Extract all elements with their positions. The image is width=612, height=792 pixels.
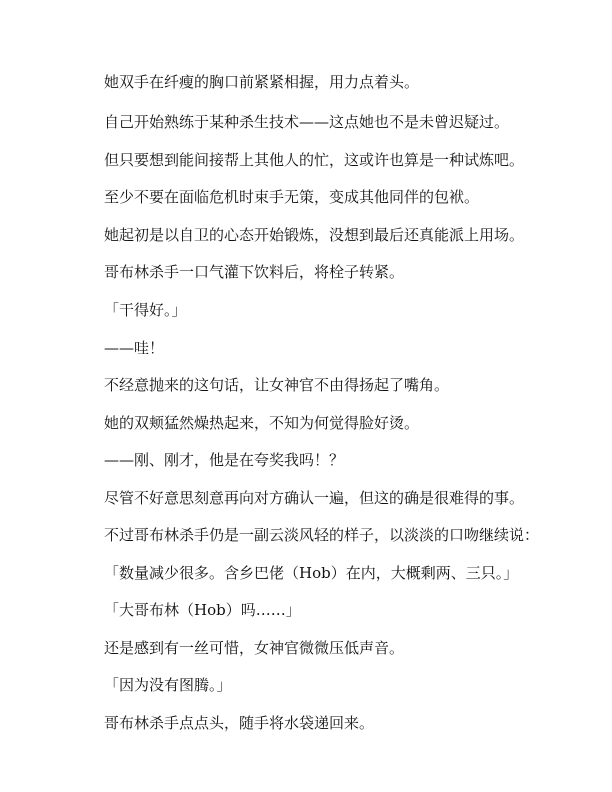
text-line: ——刚、刚才，他是在夸奖我吗！？ [104, 451, 345, 469]
text-line: ——哇！ [104, 339, 165, 357]
dialogue-line: 「数量减少很多。含乡巴佬（Hob）在内，大概剩两、三只。」 [104, 564, 519, 582]
text-line: 但只要想到能间接帮上其他人的忙，这或许也算是一种试炼吧。 [104, 151, 525, 169]
text-line: 还是感到有一丝可惜，女神官微微压低声音。 [104, 639, 405, 657]
text-line: 自己开始熟练于某种杀生技术——这点她也不是未曾迟疑过。 [104, 113, 510, 131]
text-line: 哥布林杀手一口气灌下饮料后，将栓子转紧。 [104, 263, 405, 281]
text-line: 不过哥布林杀手仍是一副云淡风轻的样子，以淡淡的口吻继续说： [104, 526, 540, 544]
text-line: 至少不要在面临危机时束手无策，变成其他同伴的包袱。 [104, 188, 480, 206]
text-line: 她的双颊猛然燥热起来，不知为何觉得脸好烫。 [104, 414, 420, 432]
dialogue-line: 「干得好。」 [104, 301, 187, 319]
dialogue-line: 「大哥布林（Hob）吗……」 [104, 601, 301, 619]
text-line: 不经意抛来的这句话，让女神官不由得扬起了嘴角。 [104, 376, 450, 394]
text-line: 她双手在纤瘦的胸口前紧紧相握，用力点着头。 [104, 73, 420, 91]
text-line: 尽管不好意思刻意再向对方确认一遍，但这的确是很难得的事。 [104, 489, 525, 507]
text-line: 哥布林杀手点点头，随手将水袋递回来。 [104, 714, 375, 732]
text-line: 她起初是以自卫的心态开始锻炼，没想到最后还真能派上用场。 [104, 226, 525, 244]
dialogue-line: 「因为没有图腾。」 [104, 676, 232, 694]
